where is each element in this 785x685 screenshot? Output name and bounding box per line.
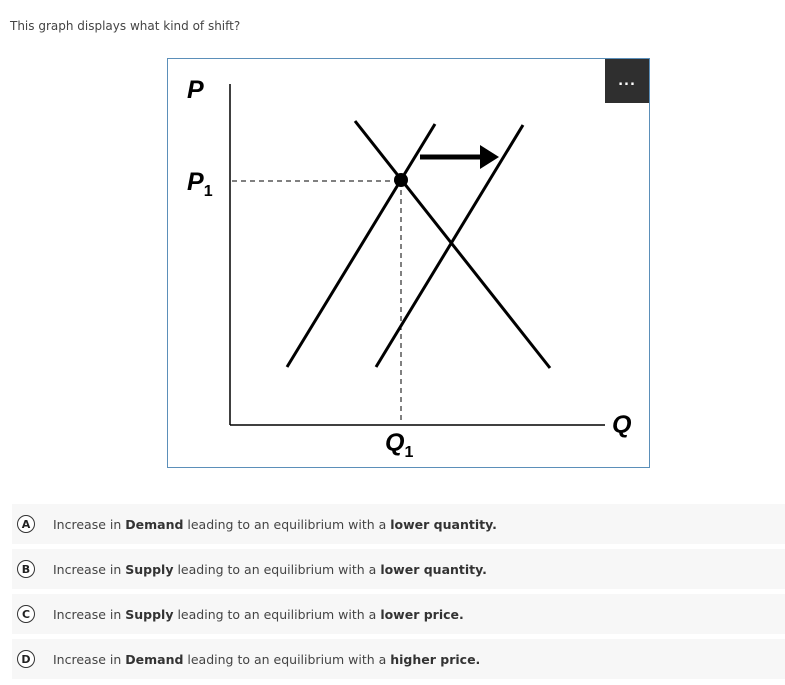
supply-curve-original <box>287 124 435 367</box>
p1-label: $P_1$ <box>187 168 213 200</box>
option-c-text: Increase in Supply leading to an equilibrium with a lower price. <box>53 606 464 622</box>
graph-figure <box>167 58 650 468</box>
option-c[interactable] <box>12 594 785 634</box>
option-b[interactable] <box>12 549 785 589</box>
more-options-button[interactable]: ... <box>605 59 649 103</box>
option-d[interactable] <box>12 639 785 679</box>
option-a-letter: A <box>17 515 35 533</box>
supply-demand-graph <box>168 59 651 469</box>
option-d-text: Increase in Demand leading to an equilibrium with a higher price. <box>53 651 481 667</box>
option-d-letter: D <box>17 650 35 668</box>
option-a-text: Increase in Demand leading to an equilibrium with a lower quantity. <box>53 516 497 532</box>
question-text: This graph displays what kind of shift? <box>10 19 241 33</box>
q1-label: $Q_1$ <box>385 429 414 461</box>
option-a[interactable] <box>12 504 785 544</box>
option-b-letter: B <box>17 560 35 578</box>
shift-arrow-head <box>480 145 499 169</box>
equilibrium-point <box>394 173 408 187</box>
answer-options <box>12 504 785 684</box>
supply-curve-shifted <box>376 125 523 367</box>
option-c-letter: C <box>17 605 35 623</box>
axis-label-p: P <box>187 76 204 104</box>
option-b-text: Increase in Supply leading to an equilibrium with a lower quantity. <box>53 561 487 577</box>
axis-label-q: Q <box>612 411 632 439</box>
